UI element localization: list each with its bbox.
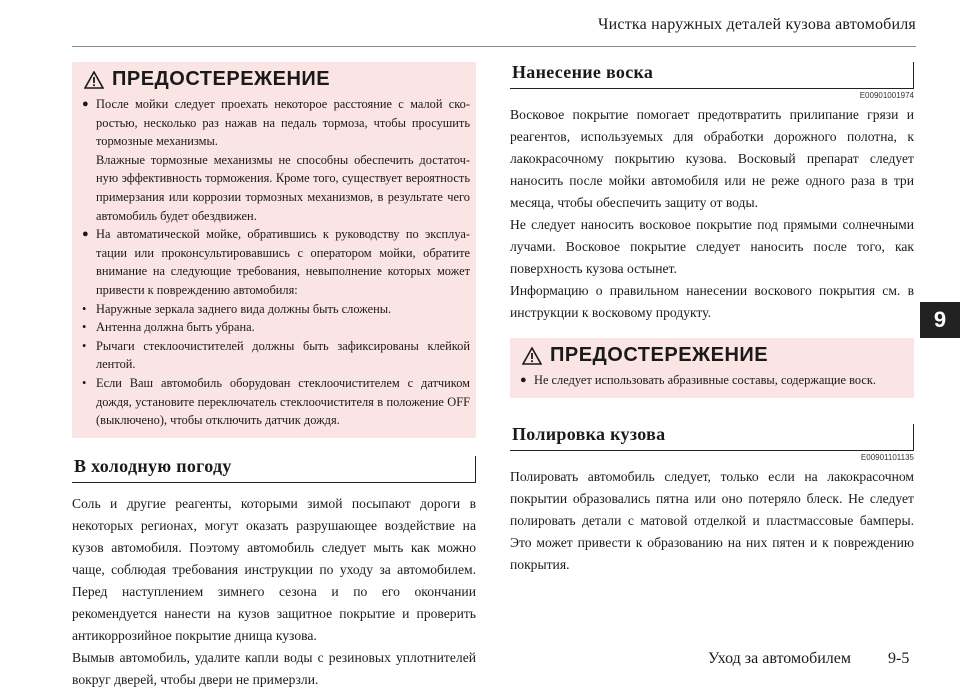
body-paragraph: Информацию о правильном нанесении воскового покрытия см. в инструкции к восковому продукту. [510, 283, 914, 320]
warning-title [522, 344, 914, 367]
body-paragraph: Соль и другие реагенты, которыми зимой посыпают дороги в некоторых регионах, могут оказать разрушающее воздействие на кузов автомобиля. Поэтому автомобиль следует мыть как можно чаще, соблюдая требования инструкции по уходу за автомобилем. Перед наступлением зимнего сезона и по его окончании рекомендуется нанести на кузов защитное покрытие и проверить антикоррозийное покрытие днища кузова. [72, 495, 476, 643]
page-number: 9-5 [888, 650, 910, 667]
left-column [72, 62, 476, 691]
body-paragraph: Вымыв автомобиль, удалите капли воды с резиновых уплотнителей вокруг дверей, чтобы двери не примерзли. [72, 649, 476, 687]
warning-triangle-icon [84, 71, 104, 89]
section-code: E00901101135 [860, 452, 914, 462]
warning-box-left [72, 62, 476, 438]
chapter-tab[interactable]: 9 [920, 302, 960, 338]
warning-title-text: ПРЕДОСТЕРЕЖЕНИЕ [112, 68, 331, 90]
section-code: E00901001974 [859, 91, 914, 100]
list-item: • Антенна должна быть убрана. [82, 320, 255, 335]
section-heading-waxing: Нанесение воска [510, 62, 914, 89]
header-rule [72, 46, 916, 47]
running-header: Чистка наружных деталей кузова автомобиля [598, 16, 916, 33]
body-paragraph: Восковое покрытие помогает предотвратить прилипание грязи и реагентов, используемых для обработки дорожного полотна, к лакокрасочному покрытию кузова. Восковый препарат следует наносить после мойки автомобиля или не реже одного раза в три месяца, чтобы обеспечить защиту от воды. [510, 107, 914, 210]
right-column [510, 62, 914, 576]
bullet-icon: ● [82, 98, 89, 110]
list-item: • Наружные зеркала заднего вида должны быть сложены. [82, 301, 392, 316]
warning-text: Влажные тормозные механизмы не способны обеспечить достаточную эффективность торможения. Кроме того, существует вероятность примерзания или коррозии тормозных механизмов, в результате чего автомобиль будет обездвижен. [96, 152, 470, 223]
bullet-icon: ● [82, 228, 89, 241]
warning-item [72, 95, 476, 430]
list-item: • Рычаги стеклоочистителей должны быть зафиксированы клейкой лентой. [82, 338, 470, 372]
body-paragraph: Полировать автомобиль следует, только если на лакокрасочном покрытии образовались пятна или оно потеряло блеск. Не следует полировать детали с матовой отделкой и пластмассовые бамперы. Это может привести к образованию на них пятен и к повреждению покрытия. [510, 468, 914, 572]
warning-text: Не следует использовать абразивные составы, содержащие воск. [534, 373, 877, 387]
list-item: • Если Ваш автомобиль оборудован стеклоочистителем с датчиком дождя, установите переключатель стеклоочистителя в положение OFF (выключено), чтобы отключить датчик дождя. [82, 375, 470, 428]
section-heading-cold-weather: В холодную погоду [72, 456, 476, 483]
warning-title-text: ПРЕДОСТЕРЕЖЕНИЕ [550, 344, 769, 366]
bullet-icon: ● [520, 374, 527, 386]
warning-triangle-icon [522, 347, 542, 365]
warning-item [510, 371, 914, 390]
warning-text: После мойки следует проехать некоторое расстояние с малой скоростью, несколько раз нажав на педаль тормоза, чтобы просушить тормозные механизмы. [96, 97, 470, 149]
warning-box-right [510, 338, 914, 398]
footer-section: Уход за автомобилем [708, 650, 851, 667]
warning-text: На автоматической мойке, обратившись к руководству по эксплуатации или проконсультировавшись с оператором мойки, обратите внимание на следующие требования, невыполнение которых может привести к повреждению автомобиля: [96, 227, 470, 297]
warning-title [84, 68, 476, 91]
body-paragraph: Не следует наносить восковое покрытие под прямыми солнечными лучами. Восковое покрытие следует наносить после того, как поверхность кузова остынет. [510, 217, 914, 276]
section-heading-polishing: Полировка кузова [510, 424, 914, 451]
